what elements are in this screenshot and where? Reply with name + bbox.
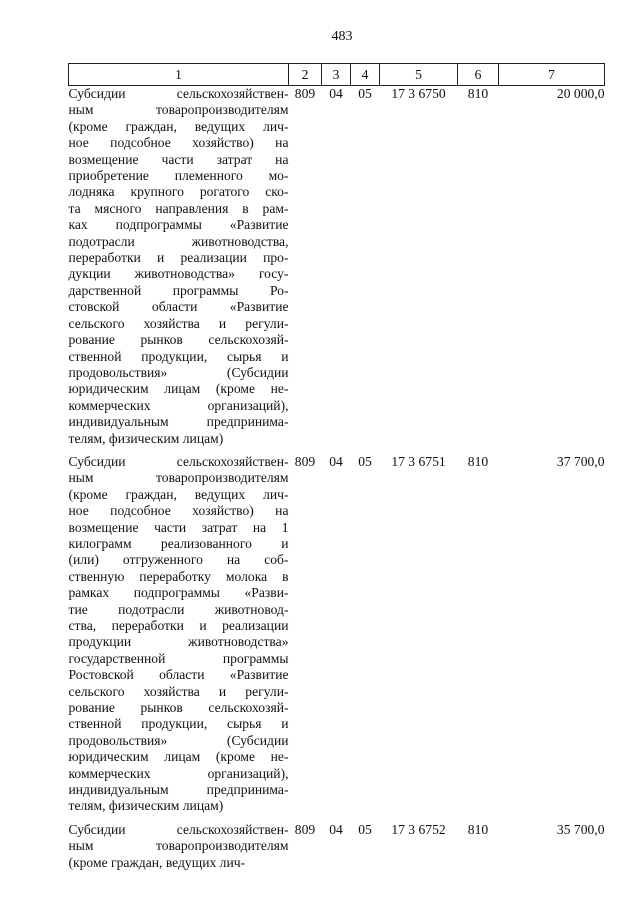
description-line: телям, физическим лицам) [68, 798, 224, 814]
description-line: ственной продукции, сырья и [68, 348, 289, 364]
description-line: рование рынков сельскохозяй- [68, 332, 289, 348]
description-line: ным товаропроизводителям [68, 470, 289, 486]
column-header: 7 [499, 64, 605, 86]
description-line: сельского хозяйства и регули- [68, 315, 289, 331]
target-article-code: 17 3 6750 [391, 86, 446, 101]
description-line: дукции животноводства» госу- [68, 266, 289, 282]
description-line: индивидуальным предпринима- [68, 414, 289, 430]
description-line: та мясного направления в рам- [68, 200, 289, 216]
description-line: дарственной программы Ро- [68, 282, 289, 298]
description-line: рамках подпрограммы «Разви- [68, 585, 289, 601]
description-line: сельского хозяйства и регули- [68, 683, 289, 699]
description-line: килограмм реализованного и [68, 535, 289, 551]
description-line: государственной программы [68, 650, 289, 666]
expense-type-code: 810 [467, 821, 489, 837]
header-row [69, 64, 605, 86]
description-line: ках подпрограммы «Развитие [68, 217, 289, 233]
description-line: приобретение племенного мо- [68, 168, 289, 184]
description-line: переработки и реализации про- [68, 250, 289, 266]
description-line: рование рынков сельскохозяй- [68, 700, 289, 716]
subsection-code: 05 [358, 453, 372, 469]
ministry-code: 809 [294, 86, 316, 101]
description-line: коммерческих организаций), [68, 397, 289, 413]
description-line: ным товаропроизводителям [68, 838, 289, 854]
table-row [69, 822, 605, 878]
section-code: 04 [329, 86, 343, 101]
ministry-code: 809 [294, 453, 316, 469]
amount: 20 000,0 [556, 86, 605, 101]
description-line: тие подотрасли животновод- [68, 601, 289, 617]
subsection-code: 05 [358, 821, 372, 837]
row-description [69, 86, 289, 454]
description-line: Ростовской области «Развитие [68, 667, 289, 683]
expense-type-code: 810 [467, 453, 489, 469]
description-line: продовольствия» (Субсидии [68, 732, 289, 748]
description-line: Субсидии сельскохозяйствен- [68, 86, 289, 101]
target-article-code: 17 3 6751 [391, 453, 446, 469]
description-line: телям, физическим лицам) [68, 430, 224, 446]
amount: 35 700,0 [556, 821, 605, 837]
description-line: (или) отгруженного на соб- [68, 552, 289, 568]
section-code: 04 [329, 453, 343, 469]
description-line: лодняка крупного рогатого ско- [68, 184, 289, 200]
ministry-code: 809 [294, 821, 316, 837]
column-header: 5 [380, 64, 458, 86]
column-header: 2 [289, 64, 322, 86]
description-line: юридическим лицам (кроме не- [68, 749, 289, 765]
description-line: продовольствия» (Субсидии [68, 364, 289, 380]
description-line: ное подсобное хозяйство) на [68, 135, 289, 151]
description-line: юридическим лицам (кроме не- [68, 381, 289, 397]
target-article-code: 17 3 6752 [391, 821, 446, 837]
budget-table [68, 63, 605, 878]
description-line: (кроме граждан, ведущих лич- [68, 486, 289, 502]
subsection-code: 05 [358, 86, 372, 101]
description-line: ное подсобное хозяйство) на [68, 503, 289, 519]
table-row [69, 86, 605, 454]
description-line: подотрасли животноводства, [68, 233, 289, 249]
description-line: (кроме граждан, ведущих лич- [68, 118, 289, 134]
column-header: 3 [322, 64, 351, 86]
expense-type-code: 810 [467, 86, 489, 101]
column-header: 1 [69, 64, 289, 86]
description-line: ства, переработки и реализации [68, 618, 289, 633]
page-number: 483 [331, 29, 353, 44]
description-line: Субсидии сельскохозяйствен- [68, 453, 289, 469]
description-line: ственную переработку молока в [68, 568, 289, 584]
description-line: Субсидии сельскохозяйствен- [68, 821, 289, 837]
column-header: 6 [458, 64, 499, 86]
section-code: 04 [329, 821, 343, 837]
description-line: продукции животноводства» [68, 634, 289, 650]
row-description [69, 822, 289, 878]
column-header: 4 [351, 64, 380, 86]
description-line: возмещение части затрат на 1 [68, 519, 289, 535]
row-description [69, 454, 289, 822]
description-line: ственной продукции, сырья и [68, 716, 289, 732]
description-line: индивидуальным предпринима- [68, 782, 289, 798]
table-row [69, 454, 605, 822]
description-line: коммерческих организаций), [68, 765, 289, 781]
amount: 37 700,0 [556, 453, 605, 469]
description-line: ным товаропроизводителям [68, 102, 289, 118]
description-line: стовской области «Развитие [68, 299, 289, 315]
description-line: (кроме граждан, ведущих лич- [68, 854, 246, 870]
description-line: возмещение части затрат на [68, 151, 289, 167]
